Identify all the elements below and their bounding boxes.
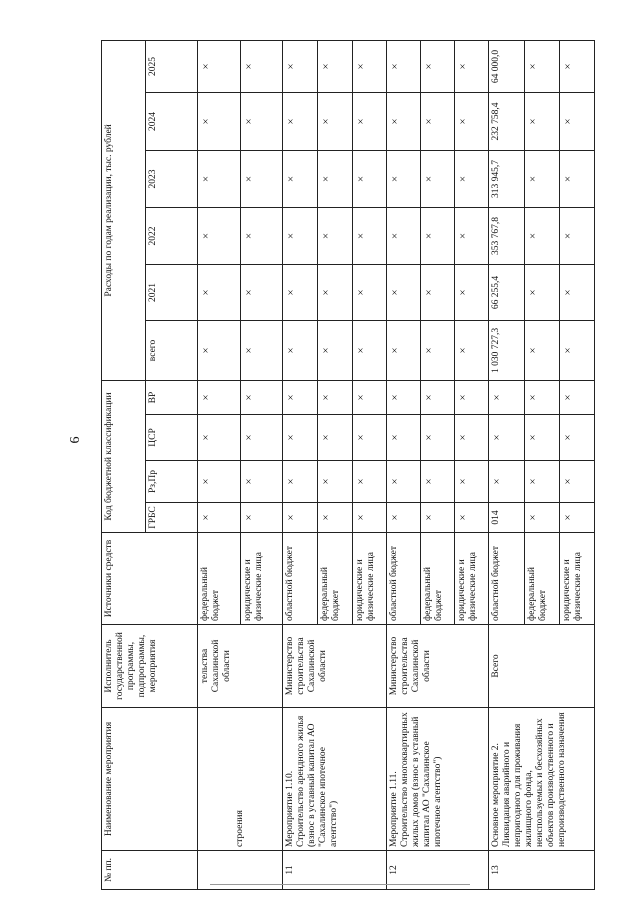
cell-rzpr: × xyxy=(455,461,489,503)
cell-vr: × xyxy=(387,380,421,414)
cell-2023: × xyxy=(353,150,387,207)
executor: Всего xyxy=(489,625,595,708)
header-2023: 2023 xyxy=(146,150,198,207)
cell-2022: × xyxy=(455,207,489,264)
header-grbs: ГРБС xyxy=(146,503,198,533)
cell-total: × xyxy=(283,320,318,380)
cell-csr: × xyxy=(198,415,241,461)
cell-total: 1 030 727,3 xyxy=(489,320,524,380)
header-2025: 2025 xyxy=(146,40,198,92)
cell-2022: × xyxy=(283,207,318,264)
budget-table xyxy=(101,40,595,890)
cell-2024: × xyxy=(455,92,489,150)
cell-2025: × xyxy=(318,40,353,92)
cell-2025: × xyxy=(524,40,559,92)
cell-2024: × xyxy=(421,92,455,150)
cell-2024: × xyxy=(353,92,387,150)
funding-source: федеральный бюджет xyxy=(524,533,559,625)
cell-csr: × xyxy=(387,415,421,461)
cell-rzpr: × xyxy=(489,461,524,503)
cell-2021: × xyxy=(283,264,318,320)
cell-csr: × xyxy=(559,415,594,461)
header-2024: 2024 xyxy=(146,92,198,150)
funding-source: юридические и физические лица xyxy=(455,533,489,625)
activity-name: строения xyxy=(198,708,283,851)
cell-rzpr: × xyxy=(559,461,594,503)
bottom-rule xyxy=(210,884,470,885)
cell-2022: × xyxy=(318,207,353,264)
header-source: Источники средств xyxy=(102,533,198,625)
cell-2025: 64 000,0 xyxy=(489,40,524,92)
cell-2022: 353 767,8 xyxy=(489,207,524,264)
cell-2025: × xyxy=(455,40,489,92)
header-executor: Исполнитель государственной программы, подпрограммы, мероприятия xyxy=(102,625,198,708)
cell-csr: × xyxy=(455,415,489,461)
cell-2023: × xyxy=(198,150,241,207)
cell-2023: × xyxy=(559,150,594,207)
cell-vr: × xyxy=(524,380,559,414)
cell-2023: × xyxy=(241,150,283,207)
cell-vr: × xyxy=(198,380,241,414)
header-rzpr: Рз,Пр xyxy=(146,461,198,503)
cell-2023: × xyxy=(524,150,559,207)
cell-2021: 66 255,4 xyxy=(489,264,524,320)
cell-grbs: × xyxy=(283,503,318,533)
cell-total: × xyxy=(198,320,241,380)
cell-rzpr: × xyxy=(524,461,559,503)
cell-2022: × xyxy=(387,207,421,264)
executor: Министерство строительства Сахалинской области xyxy=(387,625,489,708)
cell-rzpr: × xyxy=(241,461,283,503)
cell-2025: × xyxy=(559,40,594,92)
cell-2023: 313 945,7 xyxy=(489,150,524,207)
funding-source: областной бюджет xyxy=(283,533,318,625)
cell-2022: × xyxy=(559,207,594,264)
cell-2025: × xyxy=(241,40,283,92)
cell-2021: × xyxy=(421,264,455,320)
cell-grbs: × xyxy=(524,503,559,533)
page-number: 6 xyxy=(68,436,83,444)
header-2022: 2022 xyxy=(146,207,198,264)
header-name: Наименование мероприятия xyxy=(102,708,198,851)
cell-2021: × xyxy=(387,264,421,320)
executor: Министерство строительства Сахалинской области xyxy=(283,625,387,708)
cell-grbs: × xyxy=(198,503,241,533)
cell-csr: × xyxy=(283,415,318,461)
cell-2023: × xyxy=(421,150,455,207)
cell-2021: × xyxy=(524,264,559,320)
cell-vr: × xyxy=(241,380,283,414)
rotated-table-area xyxy=(101,51,595,890)
cell-grbs: × xyxy=(318,503,353,533)
activity-name: Мероприятие 1.11. Строительство многоквартирных жилых домов (взнос в уставный капитал АО "Сахалинское ипотечное агентство") xyxy=(387,708,489,851)
cell-2022: × xyxy=(241,207,283,264)
cell-total: × xyxy=(421,320,455,380)
funding-source: федеральный бюджет xyxy=(198,533,241,625)
cell-2024: × xyxy=(241,92,283,150)
header-vr: ВР xyxy=(146,380,198,414)
cell-total: × xyxy=(387,320,421,380)
cell-rzpr: × xyxy=(198,461,241,503)
cell-total: × xyxy=(524,320,559,380)
cell-csr: × xyxy=(318,415,353,461)
cell-2025: × xyxy=(283,40,318,92)
cell-vr: × xyxy=(318,380,353,414)
cell-2025: × xyxy=(198,40,241,92)
cell-2022: × xyxy=(353,207,387,264)
cell-2022: × xyxy=(198,207,241,264)
cell-2021: × xyxy=(559,264,594,320)
cell-2024: × xyxy=(283,92,318,150)
cell-2021: × xyxy=(241,264,283,320)
cell-vr: × xyxy=(283,380,318,414)
cell-csr: × xyxy=(489,415,524,461)
funding-source: областной бюджет xyxy=(387,533,421,625)
cell-vr: × xyxy=(559,380,594,414)
cell-grbs: × xyxy=(387,503,421,533)
cell-2023: × xyxy=(318,150,353,207)
cell-rzpr: × xyxy=(421,461,455,503)
row-num: 12 xyxy=(387,851,489,890)
cell-grbs: 014 xyxy=(489,503,524,533)
cell-rzpr: × xyxy=(387,461,421,503)
executor: тельства Сахалинской области xyxy=(198,625,283,708)
cell-2021: × xyxy=(353,264,387,320)
header-total: всего xyxy=(146,320,198,380)
cell-rzpr: × xyxy=(353,461,387,503)
cell-2024: × xyxy=(318,92,353,150)
cell-2021: × xyxy=(198,264,241,320)
cell-vr: × xyxy=(421,380,455,414)
table-row xyxy=(489,40,524,889)
cell-vr: × xyxy=(455,380,489,414)
table-row xyxy=(283,40,318,889)
cell-csr: × xyxy=(241,415,283,461)
table-row xyxy=(387,40,421,889)
cell-rzpr: × xyxy=(283,461,318,503)
funding-source: юридические и физические лица xyxy=(241,533,283,625)
funding-source: юридические и физические лица xyxy=(353,533,387,625)
cell-2021: × xyxy=(455,264,489,320)
header-kbk-group: Код бюджетной классификации xyxy=(102,380,146,532)
cell-2023: × xyxy=(387,150,421,207)
cell-csr: × xyxy=(353,415,387,461)
cell-2022: × xyxy=(524,207,559,264)
cell-total: × xyxy=(241,320,283,380)
cell-total: × xyxy=(559,320,594,380)
cell-grbs: × xyxy=(241,503,283,533)
cell-2024: 232 758,4 xyxy=(489,92,524,150)
cell-2025: × xyxy=(353,40,387,92)
cell-grbs: × xyxy=(421,503,455,533)
cell-csr: × xyxy=(421,415,455,461)
cell-2024: × xyxy=(559,92,594,150)
activity-name: Мероприятие 1.10. Строительство арендного жилья (взнос в уставный капитал АО "Сахалинское ипотечное агентство") xyxy=(283,708,387,851)
cell-rzpr: × xyxy=(318,461,353,503)
cell-total: × xyxy=(455,320,489,380)
header-2021: 2021 xyxy=(146,264,198,320)
activity-name: Основное мероприятие 2. Ликвидация аварийного и непригодного для проживания жилищного фонда, неиспользуемых и бесхозяйных объектов производственного и непроизводственного назначения xyxy=(489,708,595,851)
header-num: № пп. xyxy=(102,851,198,890)
cell-total: × xyxy=(353,320,387,380)
cell-2021: × xyxy=(318,264,353,320)
cell-2024: × xyxy=(198,92,241,150)
cell-2023: × xyxy=(455,150,489,207)
cell-2024: × xyxy=(524,92,559,150)
cell-vr: × xyxy=(353,380,387,414)
cell-total: × xyxy=(318,320,353,380)
cell-grbs: × xyxy=(559,503,594,533)
table-container xyxy=(101,51,595,890)
funding-source: федеральный бюджет xyxy=(421,533,455,625)
cell-2025: × xyxy=(387,40,421,92)
funding-source: федеральный бюджет xyxy=(318,533,353,625)
cell-2022: × xyxy=(421,207,455,264)
row-num: 13 xyxy=(489,851,595,890)
table-body xyxy=(198,40,595,889)
cell-2023: × xyxy=(283,150,318,207)
header-expenses-group: Расходы по годам реализации, тыс. рублей xyxy=(102,40,146,380)
funding-source: областной бюджет xyxy=(489,533,524,625)
row-num: 11 xyxy=(283,851,387,890)
header-csr: ЦСР xyxy=(146,415,198,461)
cell-grbs: × xyxy=(455,503,489,533)
cell-csr: × xyxy=(524,415,559,461)
cell-2025: × xyxy=(421,40,455,92)
cell-vr: × xyxy=(489,380,524,414)
cell-grbs: × xyxy=(353,503,387,533)
table-row xyxy=(198,40,241,889)
cell-2024: × xyxy=(387,92,421,150)
funding-source: юридические и физические лица xyxy=(559,533,594,625)
